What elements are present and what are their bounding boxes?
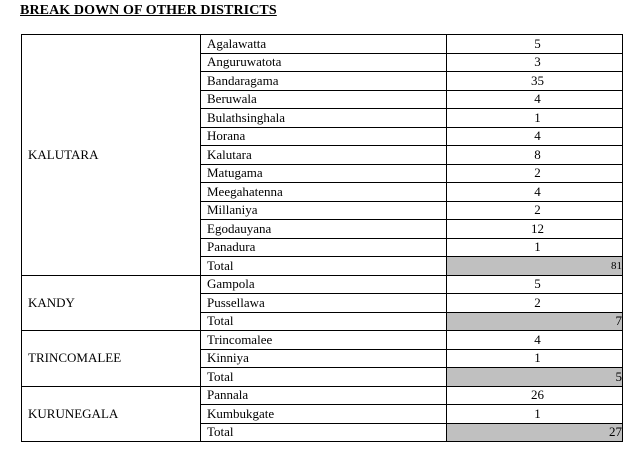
count-cell: 5 [447,35,623,54]
town-name-cell: Agalawatta [201,35,447,54]
town-name-cell: Beruwala [201,90,447,109]
town-name-cell: Panadura [201,238,447,257]
count-cell: 1 [447,109,623,128]
count-cell: 8 [447,146,623,165]
page-title: BREAK DOWN OF OTHER DISTRICTS [20,3,277,18]
town-name-cell: Bulathsinghala [201,109,447,128]
district-name-cell: KANDY [22,275,201,331]
total-label-cell: Total [201,368,447,387]
town-name-cell: Egodauyana [201,220,447,239]
count-cell: 12 [447,220,623,239]
total-value-cell: 81 [447,257,623,276]
count-cell: 2 [447,164,623,183]
town-name-cell: Pussellawa [201,294,447,313]
district-name-cell: KALUTARA [22,35,201,276]
count-cell: 4 [447,127,623,146]
count-cell: 4 [447,331,623,350]
count-cell: 2 [447,201,623,220]
town-name-cell: Horana [201,127,447,146]
town-name-cell: Meegahatenna [201,183,447,202]
count-cell: 2 [447,294,623,313]
town-name-cell: Bandaragama [201,72,447,91]
town-name-cell: Trincomalee [201,331,447,350]
table-body [22,35,623,442]
total-value-cell: 7 [447,312,623,331]
table-row [22,386,623,405]
total-value-cell: 27 [447,423,623,442]
table-row [22,35,623,54]
district-name-cell: TRINCOMALEE [22,331,201,387]
district-breakdown-table [21,34,623,442]
count-cell: 1 [447,349,623,368]
table-row [22,331,623,350]
district-name-cell: KURUNEGALA [22,386,201,442]
total-label-cell: Total [201,423,447,442]
town-name-cell: Kinniya [201,349,447,368]
count-cell: 35 [447,72,623,91]
town-name-cell: Gampola [201,275,447,294]
total-value-cell: 5 [447,368,623,387]
town-name-cell: Kumbukgate [201,405,447,424]
town-name-cell: Pannala [201,386,447,405]
town-name-cell: Anguruwatota [201,53,447,72]
total-label-cell: Total [201,257,447,276]
town-name-cell: Kalutara [201,146,447,165]
table-row [22,275,623,294]
count-cell: 5 [447,275,623,294]
count-cell: 4 [447,90,623,109]
town-name-cell: Millaniya [201,201,447,220]
count-cell: 1 [447,238,623,257]
count-cell: 1 [447,405,623,424]
town-name-cell: Matugama [201,164,447,183]
count-cell: 4 [447,183,623,202]
total-label-cell: Total [201,312,447,331]
count-cell: 26 [447,386,623,405]
count-cell: 3 [447,53,623,72]
